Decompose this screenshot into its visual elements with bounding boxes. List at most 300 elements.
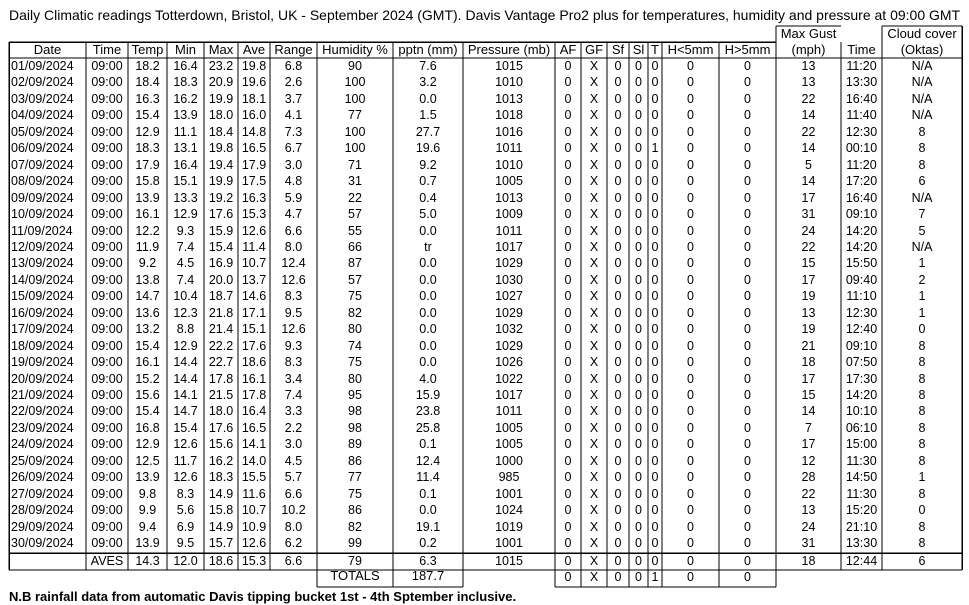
cell-pptn: 0.0 (419, 305, 437, 320)
cell-max: 16.9 (208, 256, 234, 271)
cell-humidity: 22 (348, 190, 362, 205)
cell-min: 8.8 (176, 322, 195, 337)
cell-af: 0 (564, 338, 572, 353)
cell-humidity: 87 (348, 256, 362, 271)
cell-date: 13/09/2024 (11, 256, 74, 271)
cell-sf: 0 (614, 272, 622, 287)
cell-max: 22.7 (208, 355, 234, 370)
cell-max: 18.0 (208, 108, 234, 123)
cell-date: 27/09/2024 (11, 486, 74, 501)
cell-cloud: N/A (911, 239, 933, 254)
cell-range: 3.7 (284, 91, 303, 106)
cell-range: 12.6 (281, 272, 306, 287)
cell-ave: 16.5 (241, 141, 267, 156)
cell-temp: 15.4 (135, 404, 160, 419)
cell-pressure: 1017 (495, 239, 523, 254)
cell-gf: X (589, 470, 599, 485)
cell-af: 0 (564, 388, 572, 402)
cell-sl: 0 (635, 223, 642, 238)
cell-af: 0 (564, 503, 572, 518)
cell-pptn: 25.8 (415, 420, 441, 435)
cell-max: 18.3 (208, 470, 234, 485)
cell-min: 8.3 (176, 486, 195, 501)
cell-sl: 0 (635, 536, 642, 551)
cell-max-gust: 5 (805, 157, 812, 172)
cell-time: 09:00 (91, 437, 123, 452)
cell-gust-time: 06:10 (845, 420, 878, 435)
cell-time: 09:00 (91, 91, 123, 106)
cell-t: 0 (651, 59, 659, 73)
cell-gust-time: 11:20 (846, 59, 877, 73)
cell-time: 09:00 (91, 355, 123, 370)
cell-range: 7.4 (284, 388, 303, 402)
cell-humidity: 75 (348, 355, 362, 370)
cell-cloud: 8 (918, 371, 926, 386)
cell-af: 0 (564, 141, 572, 156)
cell-time: 09:00 (91, 157, 123, 172)
cell-gust-time: 12:40 (845, 322, 878, 337)
cell-sl: 0 (635, 272, 642, 287)
cell-h-gt5: 0 (744, 108, 751, 123)
totals-sf: 0 (614, 570, 622, 584)
cell-time: 09:00 (91, 289, 123, 304)
cell-t: 0 (651, 305, 659, 320)
cell-sl: 0 (635, 322, 642, 337)
cell-range: 3.4 (284, 371, 303, 386)
cell-min: 13.9 (173, 108, 198, 123)
cell-cloud: N/A (911, 75, 933, 90)
cell-time: 09:00 (91, 190, 123, 205)
cell-sl: 0 (635, 388, 642, 402)
cell-date: 18/09/2024 (11, 338, 74, 353)
cell-t: 0 (651, 420, 659, 435)
cell-pptn: 7.6 (419, 59, 437, 73)
header-sf: Sf (611, 42, 625, 57)
cell-max: 17.6 (208, 420, 234, 435)
cell-sf: 0 (614, 207, 622, 222)
cell-min: 12.6 (173, 470, 198, 485)
cell-sl: 0 (635, 404, 642, 419)
cell-af: 0 (564, 108, 572, 123)
cell-h-gt5: 0 (744, 272, 751, 287)
cell-sf: 0 (614, 536, 622, 551)
cell-max-gust: 14 (801, 174, 816, 189)
cell-pptn: 0.0 (419, 322, 437, 337)
header-time: Time (92, 42, 122, 57)
cell-sf: 0 (614, 223, 622, 238)
cell-humidity: 100 (344, 124, 366, 139)
cell-sf: 0 (614, 388, 622, 402)
cell-cloud: 0 (918, 322, 926, 337)
cell-sl: 0 (635, 355, 642, 370)
cell-gust-time: 07:50 (845, 355, 878, 370)
cell-t: 0 (651, 338, 659, 353)
cell-cloud: 8 (918, 404, 926, 419)
cell-gf: X (589, 322, 599, 337)
cell-h-gt5: 0 (744, 174, 751, 189)
cell-h-gt5: 0 (744, 124, 751, 139)
cell-h-gt5: 0 (744, 486, 751, 501)
cell-temp: 12.5 (135, 453, 160, 468)
cell-h-gt5: 0 (744, 371, 751, 386)
cell-min: 12.9 (173, 207, 198, 222)
cell-h-lt5: 0 (687, 305, 694, 320)
cell-pressure: 1013 (495, 91, 523, 106)
header-date: Date (33, 42, 62, 57)
cell-date: 07/09/2024 (11, 157, 74, 172)
cell-pressure: 1024 (495, 503, 523, 518)
cell-gust-time: 15:00 (845, 437, 878, 452)
cell-max-gust: 28 (801, 470, 816, 485)
cell-t: 0 (651, 371, 659, 386)
cell-gf: X (589, 388, 599, 402)
cell-min: 14.4 (173, 355, 198, 370)
cell-h-lt5: 0 (687, 536, 694, 551)
cell-sf: 0 (614, 174, 622, 189)
header-t: T (651, 42, 659, 57)
cell-gf: X (589, 75, 599, 90)
cell-gust-time: 14:20 (845, 223, 878, 238)
cell-max: 21.4 (208, 322, 234, 337)
cell-t: 1 (651, 141, 659, 156)
cell-temp: 11.9 (135, 239, 160, 254)
cell-h-lt5: 0 (687, 453, 694, 468)
cell-time: 09:00 (91, 207, 123, 222)
cell-gf: X (589, 371, 599, 386)
cell-max: 15.9 (208, 223, 234, 238)
totals-t: 1 (651, 570, 659, 584)
cell-max-gust: 31 (801, 536, 816, 551)
aves-range: 6.6 (284, 554, 303, 568)
aves-gf: X (589, 554, 599, 568)
cell-h-gt5: 0 (744, 536, 751, 551)
cell-af: 0 (564, 75, 572, 90)
cell-max-gust: 17 (801, 437, 816, 452)
cell-h-gt5: 0 (744, 91, 751, 106)
cell-gust-time: 09:40 (845, 272, 878, 287)
cell-gust-time: 11:30 (846, 486, 877, 501)
cell-min: 18.3 (173, 75, 198, 90)
cell-pptn: 0.1 (419, 486, 437, 501)
cell-pressure: 1005 (495, 174, 523, 189)
cell-ave: 16.1 (241, 371, 267, 386)
cell-sf: 0 (614, 75, 622, 90)
header-af: AF (559, 42, 577, 57)
cell-temp: 15.4 (135, 108, 160, 123)
cell-gust-time: 14:20 (845, 239, 878, 254)
cell-min: 9.5 (176, 536, 195, 551)
cell-sl: 0 (635, 190, 642, 205)
cell-range: 8.3 (284, 289, 303, 304)
cell-gf: X (589, 124, 599, 139)
cell-t: 0 (651, 289, 659, 304)
cell-ave: 11.6 (242, 486, 266, 501)
cell-date: 15/09/2024 (11, 289, 74, 304)
cell-max: 19.4 (208, 157, 234, 172)
cell-gust-time: 16:40 (845, 91, 878, 106)
cell-max: 14.9 (208, 486, 234, 501)
cell-date: 19/09/2024 (11, 355, 74, 370)
cell-date: 17/09/2024 (11, 322, 74, 337)
cell-pptn: 12.4 (415, 453, 441, 468)
cell-cloud: 6 (918, 174, 926, 189)
cell-pressure: 1011 (495, 223, 523, 238)
aves-h-lt5: 0 (687, 554, 694, 568)
cell-cloud: 8 (918, 338, 926, 353)
cell-date: 20/09/2024 (11, 371, 74, 386)
cell-h-lt5: 0 (687, 124, 694, 139)
cell-h-gt5: 0 (744, 289, 751, 304)
cell-max-gust: 31 (801, 207, 816, 222)
cell-gust-time: 09:10 (845, 338, 878, 353)
cell-pressure: 1017 (495, 388, 523, 402)
cell-af: 0 (564, 453, 572, 468)
cell-max: 17.6 (208, 207, 234, 222)
cell-pressure: 1032 (495, 322, 523, 337)
cell-sf: 0 (614, 338, 622, 353)
cell-h-gt5: 0 (744, 223, 751, 238)
cell-min: 16.2 (173, 91, 198, 106)
cell-temp: 12.9 (135, 124, 160, 139)
cell-gust-time: 14:50 (845, 470, 878, 485)
cell-max-gust: 15 (801, 256, 816, 271)
cell-max-gust: 22 (801, 91, 816, 106)
cell-sf: 0 (614, 404, 622, 419)
header-h-lt5: H<5mm (667, 42, 714, 57)
aves-t: 0 (651, 554, 659, 568)
cell-cloud: N/A (911, 59, 933, 73)
cell-gust-time: 11:30 (846, 453, 877, 468)
cell-date: 16/09/2024 (11, 305, 74, 320)
cell-gf: X (589, 59, 599, 73)
cell-cloud: 2 (918, 272, 926, 287)
cell-date: 05/09/2024 (11, 124, 74, 139)
cell-humidity: 55 (348, 223, 362, 238)
cell-t: 0 (651, 157, 659, 172)
cell-max: 15.6 (208, 437, 234, 452)
aves-gust-time: 12:44 (845, 554, 878, 568)
cell-max-gust: 13 (801, 59, 816, 73)
cell-range: 6.8 (284, 59, 303, 73)
cell-ave: 18.1 (241, 91, 267, 106)
cell-sl: 0 (635, 239, 642, 254)
cell-t: 0 (651, 503, 659, 518)
cell-min: 15.4 (173, 420, 198, 435)
cell-gust-time: 15:20 (845, 503, 878, 518)
cell-sf: 0 (614, 519, 622, 534)
cell-gf: X (589, 289, 599, 304)
cell-cloud: 1 (918, 305, 926, 320)
cell-time: 09:00 (91, 388, 123, 402)
cell-min: 14.7 (173, 404, 198, 419)
cell-pressure: 1026 (495, 355, 523, 370)
cell-temp: 15.8 (135, 174, 160, 189)
cell-sl: 0 (635, 289, 642, 304)
aves-min: 12.0 (173, 554, 198, 568)
cell-pptn: 3.2 (419, 75, 437, 90)
cell-h-gt5: 0 (744, 239, 751, 254)
cell-h-gt5: 0 (744, 207, 751, 222)
cell-h-lt5: 0 (687, 355, 694, 370)
cell-gf: X (589, 256, 599, 271)
header-max: Max (208, 42, 234, 57)
cell-humidity: 74 (348, 338, 362, 353)
header-humidity: Humidity % (322, 42, 388, 57)
cell-ave: 17.5 (241, 174, 267, 189)
aves-max-gust: 18 (801, 554, 816, 568)
cell-temp: 9.4 (138, 519, 157, 534)
cell-h-gt5: 0 (744, 519, 751, 534)
cell-gf: X (589, 157, 599, 172)
cell-sf: 0 (614, 486, 622, 501)
cell-range: 8.0 (284, 519, 303, 534)
cell-temp: 15.4 (135, 338, 160, 353)
cell-gf: X (589, 503, 599, 518)
cell-temp: 13.9 (135, 536, 160, 551)
cell-ave: 12.6 (241, 536, 267, 551)
cell-max-gust: 17 (801, 272, 816, 287)
cell-af: 0 (564, 256, 572, 271)
cell-ave: 19.6 (241, 75, 267, 90)
cell-sl: 0 (635, 338, 642, 353)
cell-pptn: 0.4 (419, 190, 437, 205)
cell-temp: 12.2 (135, 223, 160, 238)
cell-range: 4.8 (284, 174, 303, 189)
cell-h-gt5: 0 (744, 388, 751, 402)
cell-max-gust: 13 (801, 305, 816, 320)
aves-sl: 0 (635, 554, 642, 568)
cell-humidity: 99 (348, 536, 362, 551)
aves-max: 18.6 (208, 554, 234, 568)
header-ave: Ave (242, 42, 266, 57)
cell-max-gust: 17 (801, 190, 816, 205)
cell-date: 04/09/2024 (11, 108, 74, 123)
cell-af: 0 (564, 174, 572, 189)
cell-min: 4.5 (176, 256, 195, 271)
cell-sl: 0 (635, 371, 642, 386)
cell-humidity: 100 (344, 141, 366, 156)
cell-sf: 0 (614, 503, 622, 518)
cell-t: 0 (651, 190, 659, 205)
cell-af: 0 (564, 404, 572, 419)
cell-sl: 0 (635, 503, 642, 518)
cell-min: 12.3 (173, 305, 198, 320)
cell-time: 09:00 (91, 404, 123, 419)
cell-pressure: 1029 (495, 338, 523, 353)
cell-af: 0 (564, 91, 572, 106)
cell-af: 0 (564, 190, 572, 205)
cell-h-lt5: 0 (687, 437, 694, 452)
cell-date: 14/09/2024 (11, 272, 74, 287)
cell-h-lt5: 0 (687, 388, 694, 402)
cell-sl: 0 (635, 174, 642, 189)
header-cloud-cover: Cloud cover (887, 26, 957, 41)
cell-temp: 14.7 (135, 289, 160, 304)
cell-h-gt5: 0 (744, 470, 751, 485)
cell-ave: 16.5 (241, 420, 267, 435)
cell-temp: 9.9 (138, 503, 157, 518)
cell-humidity: 86 (348, 503, 362, 518)
cell-sl: 0 (635, 157, 642, 172)
cell-h-lt5: 0 (687, 108, 694, 123)
cell-ave: 14.6 (241, 289, 267, 304)
cell-max: 20.0 (208, 272, 234, 287)
cell-sl: 0 (635, 124, 642, 139)
cell-t: 0 (651, 536, 659, 551)
cell-pressure: 1027 (495, 289, 523, 304)
cell-range: 8.0 (284, 239, 303, 254)
cell-min: 13.3 (173, 190, 198, 205)
cell-cloud: 8 (918, 536, 926, 551)
cell-sl: 0 (635, 470, 642, 485)
header-gust-time: Time (847, 42, 876, 57)
cell-time: 09:00 (91, 59, 123, 73)
cell-ave: 15.5 (241, 470, 267, 485)
cell-af: 0 (564, 207, 572, 222)
cell-max-gust: 21 (801, 338, 816, 353)
cell-gf: X (589, 486, 599, 501)
cell-range: 4.1 (284, 108, 303, 123)
cell-af: 0 (564, 272, 572, 287)
cell-pptn: 27.7 (415, 124, 441, 139)
cell-sl: 0 (635, 453, 642, 468)
cell-gust-time: 12:30 (845, 305, 878, 320)
cell-range: 9.3 (284, 338, 303, 353)
cell-max: 22.2 (208, 338, 234, 353)
cell-h-lt5: 0 (687, 207, 694, 222)
cell-max-gust: 22 (801, 124, 816, 139)
header-range: Range (274, 42, 313, 57)
cell-max-gust: 13 (801, 503, 816, 518)
cell-max-gust: 14 (801, 108, 816, 123)
cell-temp: 18.2 (135, 59, 160, 73)
cell-temp: 13.6 (135, 305, 160, 320)
cell-date: 29/09/2024 (11, 519, 74, 534)
cell-max-gust: 7 (805, 420, 812, 435)
cell-h-lt5: 0 (687, 239, 694, 254)
cell-max: 21.8 (208, 305, 234, 320)
cell-sf: 0 (614, 305, 622, 320)
cell-time: 09:00 (91, 322, 123, 337)
cell-af: 0 (564, 124, 572, 139)
cell-pressure: 985 (498, 470, 520, 485)
cell-gf: X (589, 437, 599, 452)
cell-h-gt5: 0 (744, 59, 751, 73)
cell-max: 16.2 (208, 453, 234, 468)
aves-h-gt5: 0 (744, 554, 751, 568)
cell-af: 0 (564, 322, 572, 337)
cell-range: 6.6 (284, 486, 303, 501)
cell-h-lt5: 0 (687, 289, 694, 304)
cell-sl: 0 (635, 486, 642, 501)
cell-t: 0 (651, 486, 659, 501)
cell-t: 0 (651, 108, 659, 123)
cell-max: 17.8 (208, 371, 234, 386)
cell-cloud: 7 (918, 207, 926, 222)
cell-cloud: 1 (918, 470, 926, 485)
cell-max-gust: 17 (801, 371, 816, 386)
cell-ave: 10.7 (241, 256, 267, 271)
cell-humidity: 77 (348, 470, 362, 485)
cell-range: 6.2 (284, 536, 303, 551)
cell-time: 09:00 (91, 453, 123, 468)
cell-max-gust: 14 (801, 404, 816, 419)
cell-gf: X (589, 190, 599, 205)
cell-sf: 0 (614, 124, 622, 139)
cell-ave: 14.1 (241, 437, 267, 452)
cell-temp: 12.9 (135, 437, 160, 452)
cell-t: 0 (651, 75, 659, 90)
